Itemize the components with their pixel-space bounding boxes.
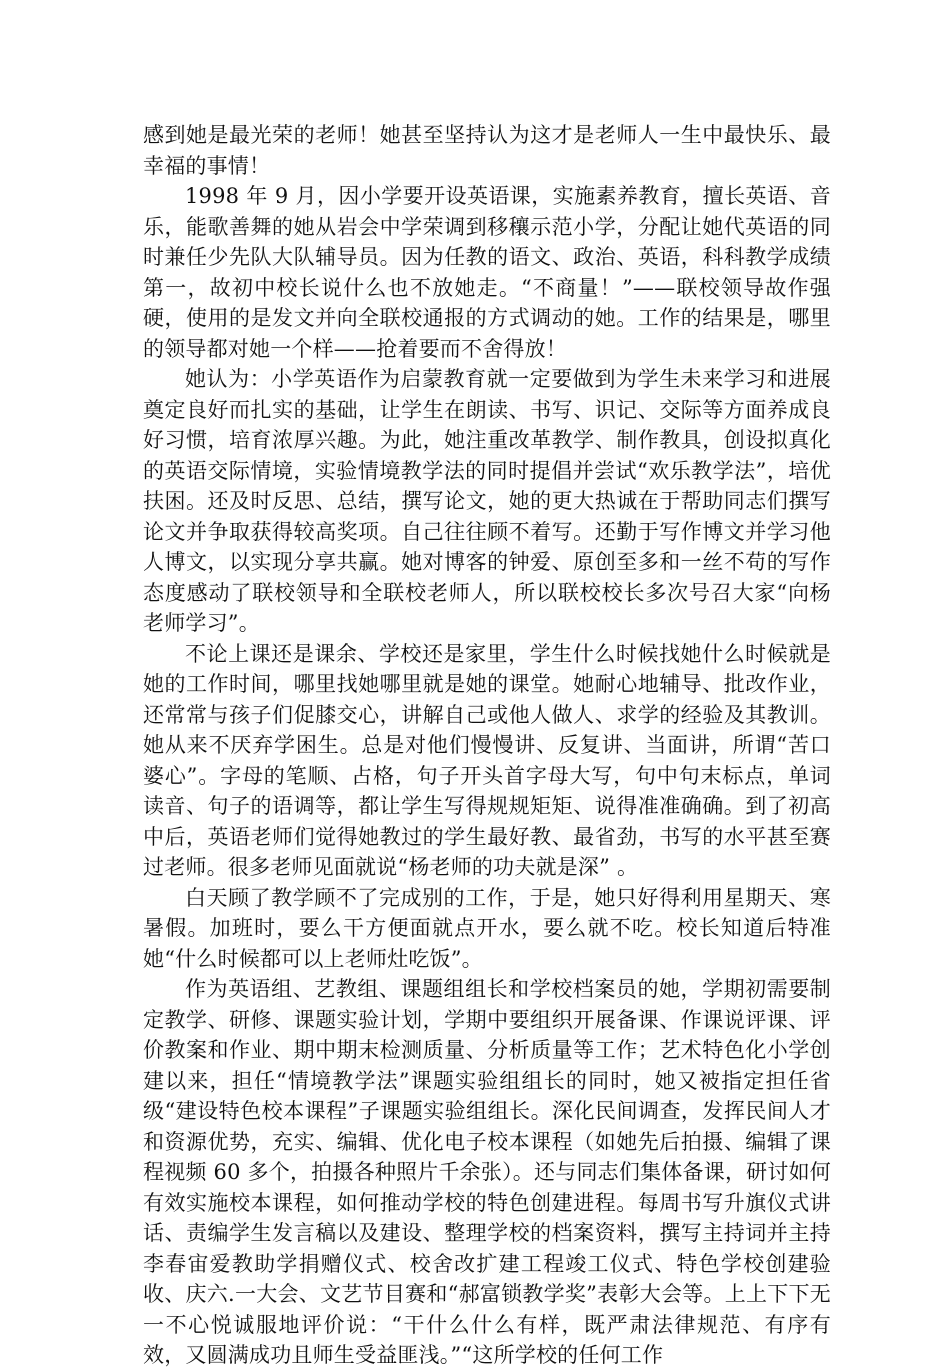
paragraph-student-tutoring: 不论上课还是课余、学校还是家里，学生什么时候找她什么时候就是她的工作时间，哪里找她哪里就是她的课堂。她耐心地辅导、批改作业，还常常与孩子们促膝交心，讲解自己或他人做人、求学的经验及其教训。她从来不厌弃学困生。总是对他们慢慢讲、反复讲、当面讲，所谓“苦口婆心”。字母的笔顺、占格，句子开头首字母大写，句中句末标点，单词读音、句子的语调等，都让学生写得规规矩矩、说得准准确确。到了初高中后，英语老师们觉得她教过的学生最好教、最省劲，书写的水平甚至赛过老师。很多老师见面就说“杨老师的功夫就是深” 。: [143, 641, 831, 879]
document-body: [143, 120, 831, 1371]
paragraph-group-leader: 作为英语组、艺教组、课题组组长和学校档案员的她，学期初需要制定教学、研修、课题实验计划，学期中要组织开展备课、作课说评课、评价教案和作业、期中期末检测质量、分析质量等工作；艺术特色化小学创建以来，担任“情境教学法”课题实验组组长的同时，她又被指定担任省级“建设特色校本课程”子课题实验组组长。深化民间调查，发挥民间人才和资源优势，充实、编辑、优化电子校本课程（如她先后拍摄、编辑了课程视频 60 多个，拍摄各种照片千余张）。还与同志们集体备课，研讨如何有效实施校本课程，如何推动学校的特色创建进程。每周书写升旗仪式讲话、责编学生发言稿以及建设、整理学校的档案资料，撰写主持词并主持李春宙爱教助学捐赠仪式、校舍改扩建工程竣工仪式、特色学校创建验收、庆六.一大会、文艺节目赛和“郝富锁教学奖”表彰大会等。上上下下无一不心悦诚服地评价说：“干什么什么有样，既严肃法律规范、有序有效，又圆满成功且师生受益匪浅。”“这所学校的任何工作: [143, 977, 831, 1367]
paragraph-overtime: 白天顾了教学顾不了完成别的工作，于是，她只好得利用星期天、寒暑假。加班时，要么干方便面就点开水，要么就不吃。校长知道后特准她“什么时候都可以上老师灶吃饭”。: [143, 885, 831, 971]
paragraph-transfer-1998: 1998 年 9 月，因小学要开设英语课，实施素养教育，擅长英语、音乐，能歌善舞的她从岩会中学荣调到移穰示范小学，分配让她代英语的同时兼任少先队大队辅导员。因为任教的语文、政治、英语，科科教学成绩第一，故初中校长说什么也不放她走。“不商量！”——联校领导故作强硬，使用的是发文并向全联校通报的方式调动的她。工作的结果是，哪里的领导都对她一个样——抢着要而不舍得放！: [143, 184, 831, 361]
paragraph-english-teaching: 她认为：小学英语作为启蒙教育就一定要做到为学生未来学习和进展奠定良好而扎实的基础，让学生在朗读、书写、识记、交际等方面养成良好习惯，培育浓厚兴趣。为此，她注重改革教学、制作教具，创设拟真化的英语交际情境，实验情境教学法的同时提倡并尝试“欢乐教学法”，培优扶困。还及时反思、总结，撰写论文，她的更大热诚在于帮助同志们撰写论文并争取获得较高奖项。自己往往顾不着写。还勤于写作博文并学习他人博文，以实现分享共赢。她对博客的钟爱、原创至多和一丝不苟的写作态度感动了联校领导和全联校老师人，所以联校校长多次号召大家“向杨老师学习”。: [143, 367, 831, 635]
paragraph-continuation: 感到她是最光荣的老师！她甚至坚持认为这才是老师人一生中最快乐、最幸福的事情！: [143, 123, 831, 178]
